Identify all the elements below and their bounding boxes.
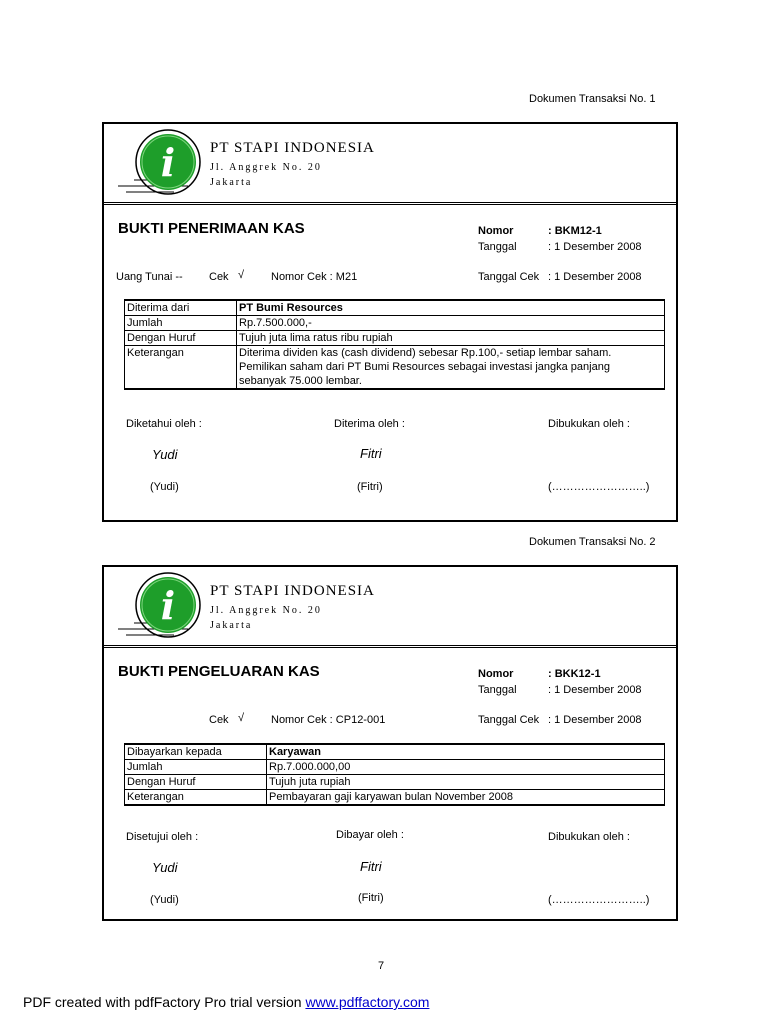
table-row (125, 760, 665, 775)
table-row (125, 300, 665, 316)
nomor-value: : BKM12-1 (548, 225, 602, 237)
form-title: BUKTI PENGELUARAN KAS (118, 663, 320, 680)
row-label: Keterangan (125, 346, 237, 390)
row-value: Rp.7.000.000,00 (267, 760, 665, 775)
footer-text: PDF created with pdfFactory Pro trial version (23, 994, 306, 1010)
keterangan-line-1: Diterima dividen kas (cash dividend) sebesar Rp.100,- setiap lembar saham. (239, 347, 612, 359)
row-label: Keterangan (125, 790, 267, 806)
row-value: Tujuh juta lima ratus ribu rupiah (237, 331, 665, 346)
tanggal-cek-value: : 1 Desember 2008 (548, 271, 642, 283)
row-label: Dengan Huruf (125, 331, 237, 346)
table-row (125, 316, 665, 331)
keterangan-line-2: Pemilikan saham dari PT Bumi Resources sebagai investasi jangka panjang (239, 361, 610, 373)
company-city: Jakarta (210, 620, 253, 631)
table-row (125, 331, 665, 346)
sig2-signature: Fitri (360, 859, 382, 874)
row-value-multiline (237, 346, 665, 390)
row-value: PT Bumi Resources (237, 300, 665, 316)
form-title: BUKTI PENERIMAAN KAS (118, 220, 305, 237)
sig2-label: Dibayar oleh : (336, 829, 404, 841)
nomor-value: : BKK12-1 (548, 668, 601, 680)
svg-text:i: i (160, 583, 176, 628)
sig3-name: (……………………..) (548, 894, 650, 906)
sig1-name: (Yudi) (150, 894, 179, 906)
row-label: Dengan Huruf (125, 775, 267, 790)
table-row (125, 346, 665, 390)
tanggal-cek-label: Tanggal Cek (478, 714, 540, 726)
tanggal-cek-value: : 1 Desember 2008 (548, 714, 642, 726)
receipt-form-1 (102, 122, 678, 522)
nomor-label: Nomor (478, 225, 514, 237)
keterangan-line-3: sebanyak 75.000 lembar. (239, 375, 362, 387)
sig2-name: (Fitri) (357, 481, 383, 493)
row-label: Jumlah (125, 760, 267, 775)
table-row (125, 775, 665, 790)
nomor-label: Nomor (478, 668, 514, 680)
table-row (125, 744, 665, 760)
info-logo-icon (114, 126, 206, 198)
pdffactory-link[interactable]: www.pdffactory.com (305, 994, 430, 1010)
sig1-signature: Yudi (152, 447, 178, 462)
doc-label-2: Dokumen Transaksi No. 2 (529, 536, 656, 548)
sig2-label: Diterima oleh : (334, 418, 405, 430)
row-value: Karyawan (267, 744, 665, 760)
tanggal-value: : 1 Desember 2008 (548, 241, 642, 253)
uang-tunai-label: Uang Tunai -- (116, 271, 183, 283)
table-row (125, 790, 665, 806)
sig1-label: Diketahui oleh : (126, 418, 202, 430)
sig3-name: (……………………..) (548, 481, 650, 493)
company-name: PT STAPI INDONESIA (210, 583, 375, 599)
payment-form-2 (102, 565, 678, 921)
company-address: Jl. Anggrek No. 20 (210, 605, 322, 616)
sig2-signature: Fitri (360, 446, 382, 461)
company-header (104, 567, 676, 648)
row-label: Jumlah (125, 316, 237, 331)
svg-text:i: i (160, 140, 176, 185)
tanggal-label: Tanggal (478, 241, 517, 253)
sig1-label: Disetujui oleh : (126, 831, 199, 843)
tanggal-value: : 1 Desember 2008 (548, 684, 642, 696)
company-address: Jl. Anggrek No. 20 (210, 162, 322, 173)
nomor-cek: Nomor Cek : CP12-001 (271, 714, 386, 726)
cek-check-icon: √ (238, 712, 245, 724)
sig3-label: Dibukukan oleh : (548, 418, 630, 430)
info-logo-icon (114, 569, 206, 641)
sig1-signature: Yudi (152, 860, 178, 875)
tanggal-cek-label: Tanggal Cek (478, 271, 540, 283)
row-value: Rp.7.500.000,- (237, 316, 665, 331)
sig3-label: Dibukukan oleh : (548, 831, 630, 843)
sig2-name: (Fitri) (358, 892, 384, 904)
sig1-name: (Yudi) (150, 481, 179, 493)
nomor-cek: Nomor Cek : M21 (271, 271, 358, 283)
company-city: Jakarta (210, 177, 253, 188)
row-value: Tujuh juta rupiah (267, 775, 665, 790)
doc-label-1: Dokumen Transaksi No. 1 (529, 93, 656, 105)
cek-label: Cek (209, 271, 229, 283)
row-label: Diterima dari (125, 300, 237, 316)
company-name: PT STAPI INDONESIA (210, 140, 375, 156)
company-header (104, 124, 676, 205)
row-label: Dibayarkan kepada (125, 744, 267, 760)
cek-label: Cek (209, 714, 229, 726)
cek-check-icon: √ (238, 269, 245, 281)
row-value: Pembayaran gaji karyawan bulan November 2008 (267, 790, 665, 806)
pdf-footer (23, 994, 429, 1010)
detail-table (124, 743, 665, 806)
page-number: 7 (378, 960, 385, 972)
tanggal-label: Tanggal (478, 684, 517, 696)
detail-table (124, 299, 665, 390)
